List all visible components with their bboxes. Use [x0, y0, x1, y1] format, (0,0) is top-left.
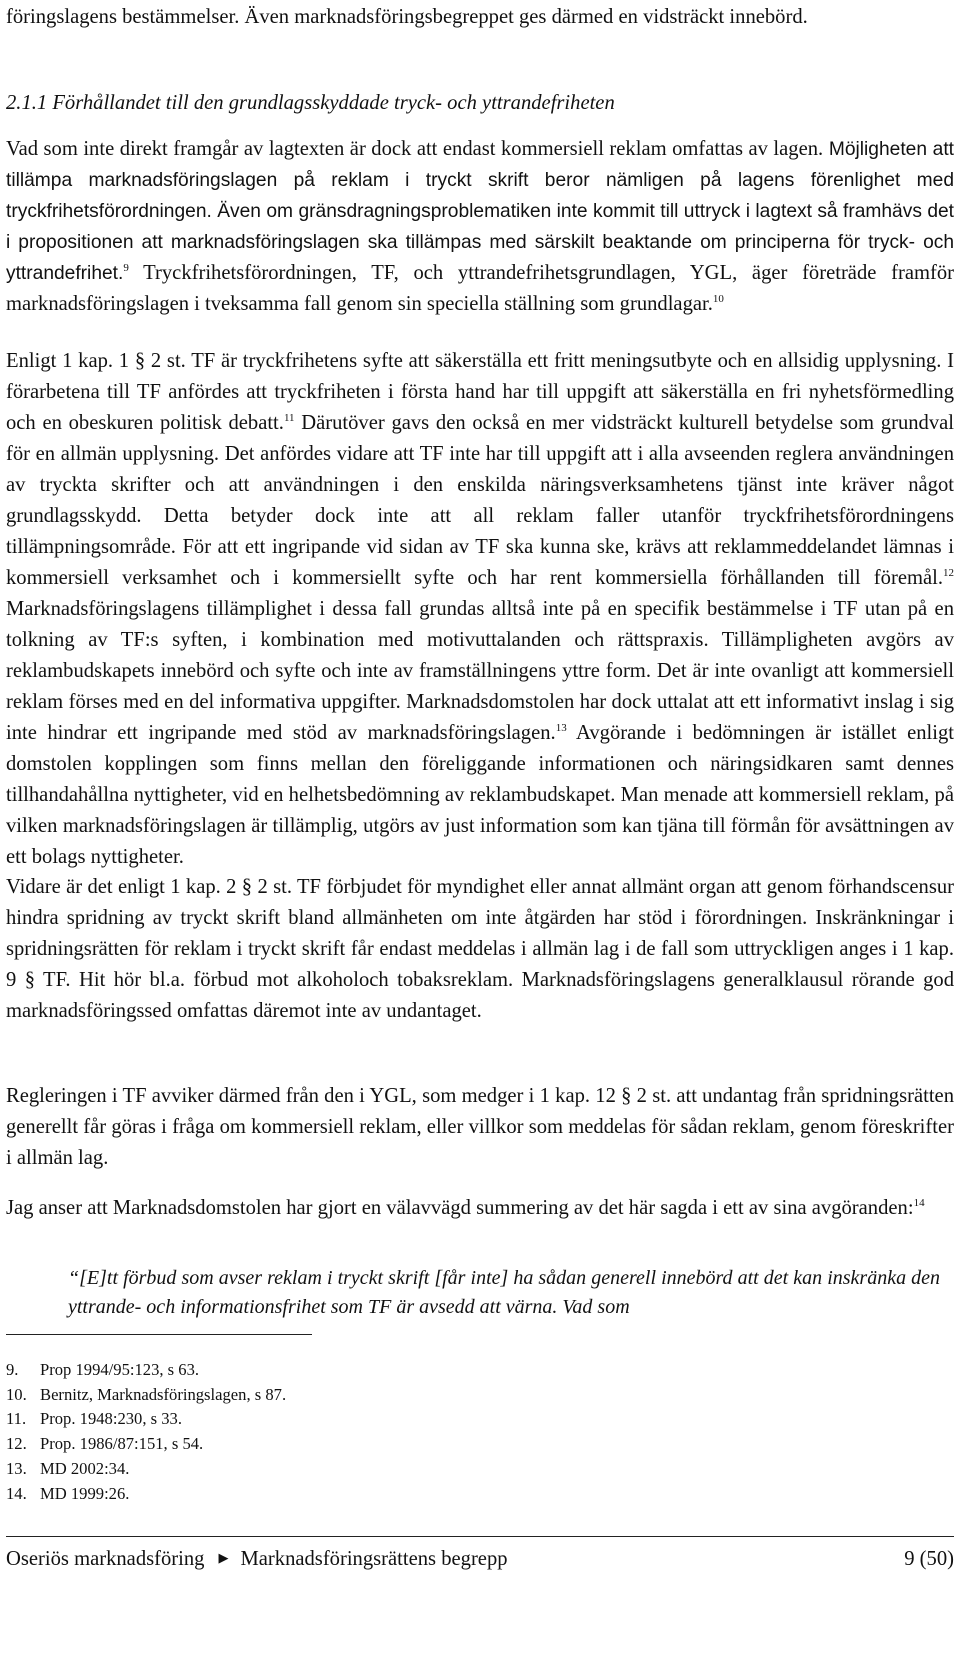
paragraph-1-tail: Tryckfrihetsförordningen, TF, och yttrandefrihetsgrundlagen, YGL, äger företräde framför marknadsföringslagen i tveksamma fall genom sin speciella ställning som grundlagar.	[6, 262, 954, 315]
footnote-list	[6, 1358, 286, 1506]
paragraph-3-text: Vidare är det enligt 1 kap. 2 § 2 st. TF förbjudet för myndighet eller annat allmänt organ att genom förhandscensur hindra spridning av tryckt skrift bland allmänheten om inte åtgärden har stöd i förordningen. Inskränkningar i spridningsrätten för reklam i tryckt skrift får endast meddelas i allmän lag i de fall som uttryckligen anges i 1 kap. 9 § TF. Hit hör bl.a. förbud mot alkoholoch tobaksreklam. Marknadsföringslagens generalklausul rörande god marknadsföringssed omfattas däremot inte av undantaget.	[6, 876, 954, 1022]
page-number: 9 (50)	[904, 1548, 954, 1570]
footnote-text: MD 1999:26.	[40, 1483, 130, 1503]
footnote-item	[6, 1482, 286, 1507]
footnote-item	[6, 1457, 286, 1482]
footnote-ref-9: 9	[123, 262, 129, 275]
footnote-number: 12.	[6, 1434, 27, 1454]
footnote-item	[6, 1407, 286, 1432]
footnote-text: Prop. 1948:230, s 33.	[40, 1409, 182, 1429]
paragraph-1	[6, 134, 954, 320]
paragraph-5-text: Jag anser att Marknadsdomstolen har gjort en välavvägd summering av det här sagda i ett av sina avgöranden:	[6, 1197, 914, 1219]
paragraph-2-part-a: Enligt 1 kap. 1 § 2 st. TF är tryckfrihetens syfte att säkerställa ett fritt meningsutbyte och en allsidig upplysning. I förarbetena till TF anfördes att tryckfriheten i första hand har till uppgift att säkerställa en fri nyhetsförmedling och en obeskuren politisk debatt.	[6, 350, 954, 434]
paragraph-5	[6, 1193, 954, 1224]
footer-divider	[6, 1536, 954, 1537]
footnote-text: Prop 1994/95:123, s 63.	[40, 1360, 200, 1379]
footer-breadcrumb-1: Oseriös marknadsföring	[6, 1548, 205, 1570]
section-heading-text: 2.1.1 Förhållandet till den grundlagsskyddade tryck- och yttrandefriheten	[6, 92, 615, 114]
page-footer	[6, 1545, 954, 1573]
intro-text: föringslagens bestämmelser. Även marknadsföringsbegreppet ges därmed en vidsträckt innebörd.	[6, 6, 808, 28]
block-quote-text: “[E]tt förbud som avser reklam i tryckt skrift [får inte] ha sådan generell innebörd att det kan inskränka den yttrande- och informationsfrihet som TF är avsedd att värna. Vad som	[68, 1267, 940, 1318]
footnote-number: 10.	[6, 1384, 27, 1404]
paragraph-1-lead: Vad som inte direkt framgår av lagtexten är dock att endast kommersiell reklam omfattas av lagen.	[6, 138, 824, 160]
footnote-item	[6, 1358, 286, 1383]
footnote-item	[6, 1383, 286, 1408]
footnote-divider	[6, 1334, 312, 1335]
paragraph-2-part-b: Därutöver gavs den också en mer vidsträckt kulturell betydelse som grundval för en allmän upplysning. Det anfördes vidare att TF inte har till uppgift att i alla avseenden reglera användningen av tryckta skrifter och att användningen i den enskilda näringsverksamhetens tjänst inte kräver något grundlagsskydd. Detta betyder dock inte att all reklam faller utanför tryckfrihetsförordningens tillämpningsområde. För att ett ingripande vid sidan av TF ska kunna ske, krävs att reklammeddelandet lämnas i kommersiell verksamhet och i kommersiellt syfte och har rent kommersiella förhållanden till föremål.	[6, 412, 954, 589]
footnote-item	[6, 1432, 286, 1457]
intro-paragraph	[6, 2, 954, 33]
footnote-text: Prop. 1986/87:151, s 54.	[40, 1434, 204, 1454]
footnote-ref-12: 12	[943, 567, 954, 580]
footer-breadcrumb-2: Marknadsföringsrättens begrepp	[240, 1548, 508, 1570]
footnote-ref-13: 13	[555, 722, 567, 735]
footnote-text: Bernitz, Marknadsföringslagen, s 87.	[40, 1384, 287, 1404]
triangle-right-icon: ▶	[218, 1551, 229, 1566]
block-quote	[68, 1264, 940, 1322]
footnote-number: 11.	[6, 1409, 27, 1429]
section-heading	[6, 88, 954, 119]
paragraph-3	[6, 872, 954, 1027]
paragraph-4-text: Regleringen i TF avviker därmed från den i YGL, som medger i 1 kap. 12 § 2 st. att undantag från spridningsrätten generellt får göras i fråga om kommersiell reklam, eller villkor som meddelas för sådan reklam, genom föreskrifter i allmän lag.	[6, 1085, 954, 1169]
paragraph-1-sans-part: Möjligheten att tillämpa marknadsföringslagen på reklam i tryckt skrift beror nämligen på lagens förenlighet med tryckfrihetsförordningen. Även om gränsdragningsproblematiken inte kommit till uttryck i lagtext så framhävs det i propositionen att marknadsföringslagen ska tillämpas med särskilt beaktande om principerna för tryck- och yttrandefrihet.	[6, 139, 954, 284]
footnote-ref-11: 11	[283, 412, 295, 425]
paragraph-4	[6, 1081, 954, 1174]
paragraph-2-part-c: Marknadsföringslagens tillämplighet i dessa fall grundas alltså inte på en specifik bestämmelse i TF utan på en tolkning av TF:s syften, i kombination med motivuttalanden och rättspraxis. Tillämpligheten avgörs av reklambudskapets innebörd och syfte och inte av framställningens yttre form. Det är inte ovanligt att kommersiell reklam förses med en del informativa uppgifter. Marknadsdomstolen har dock uttalat att ett informativt inslag i sig inte hindrar ett ingripande med stöd av marknadsföringslagen.	[6, 598, 954, 744]
paragraph-2-part-d: Avgörande i bedömningen är istället enligt domstolen kopplingen som finns mellan den föreliggande informationen och näringsidkaren samt dennes tillhandahållna nyttigheter, vid en helhetsbedömning av reklambudskapet. Man menade att kommersiell reklam, på vilken marknadsföringslagen är tillämplig, utgörs av just information som kan tjäna till förmån för avsättningen av ett bolags nyttigheter.	[6, 722, 954, 868]
footnote-ref-10: 10	[712, 293, 724, 306]
footnote-number: 13.	[6, 1458, 27, 1478]
footnote-number: 9.	[6, 1360, 19, 1379]
footnote-number: 14.	[6, 1483, 27, 1503]
footnote-ref-14: 14	[913, 1197, 925, 1210]
footnote-text: MD 2002:34.	[40, 1458, 130, 1478]
paragraph-2	[6, 346, 954, 873]
